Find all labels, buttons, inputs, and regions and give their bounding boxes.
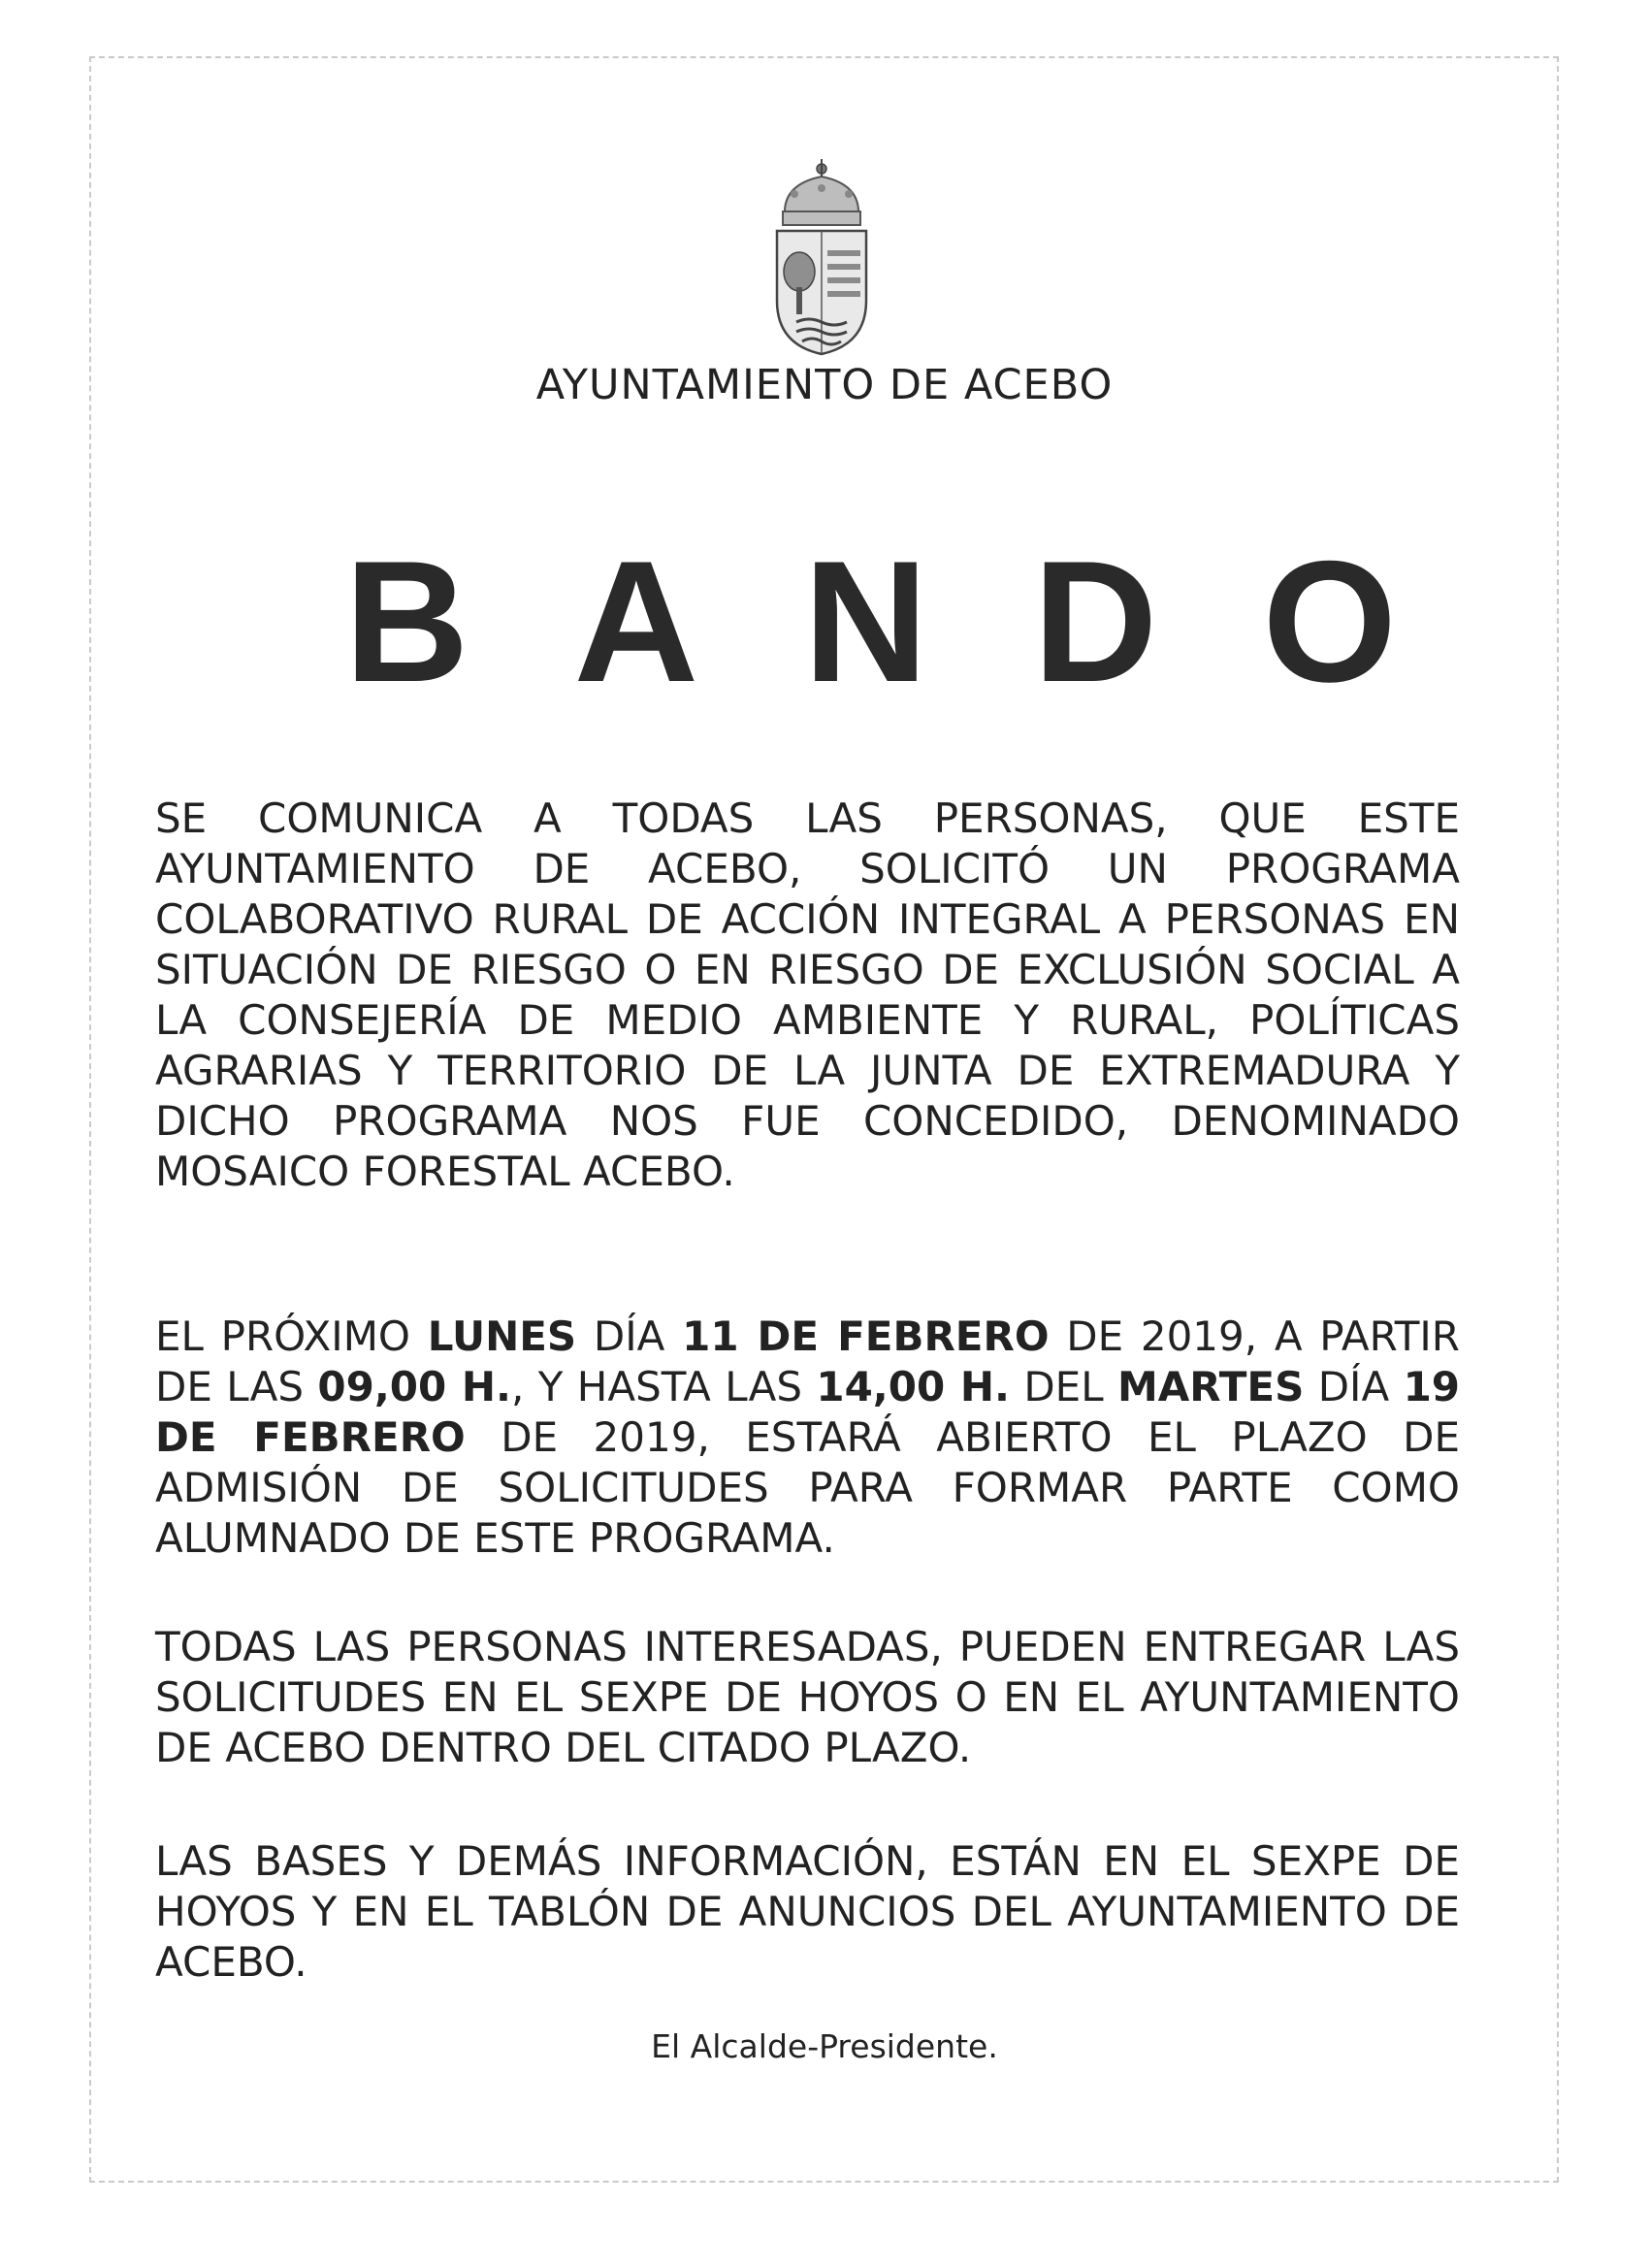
coat-of-arms-icon xyxy=(763,155,880,359)
council-name: AYUNTAMIENTO DE ACEBO xyxy=(535,361,1114,409)
bold-end-time: 14,00 H. xyxy=(816,1363,1010,1410)
bold-end-date: 19 DE FEBRERO xyxy=(155,1363,1461,1461)
title-letter: N xyxy=(803,524,928,718)
title-letter: O xyxy=(1262,524,1397,718)
submission-paragraph: TODAS LAS PERSONAS INTERESADAS, PUEDEN ENTREGAR LAS SOLICITUDES EN EL SEXPE DE HOYOS O EN EL AYUNTAMIENTO DE ACEBO DENTRO DEL CITADO PLAZO. xyxy=(155,1623,1460,1771)
signature: El Alcalde-Presidente. xyxy=(651,2027,998,2065)
bold-weekday: LUNES xyxy=(427,1312,577,1360)
text-run: DÍA xyxy=(576,1312,683,1360)
bold-start-date: 11 DE FEBRERO xyxy=(682,1312,1050,1360)
information-paragraph: LAS BASES Y DEMÁS INFORMACIÓN, ESTÁN EN EL SEXPE DE HOYOS Y EN EL TABLÓN DE ANUNCIOS DEL AYUNTAMIENTO DE ACEBO. xyxy=(155,1837,1460,1986)
title-letter: B xyxy=(344,524,469,718)
text-run: EL PRÓXIMO xyxy=(155,1312,428,1360)
bando-title xyxy=(344,524,1397,718)
title-letter: D xyxy=(1032,524,1158,718)
text-run: , Y HASTA LAS xyxy=(511,1363,817,1410)
text-run: DE 2019, ESTARÁ ABIERTO EL PLAZO DE ADMISIÓN DE SOLICITUDES PARA FORMAR PARTE COMO ALUMNADO DE ESTE PROGRAMA. xyxy=(155,1413,1460,1562)
bold-end-weekday: MARTES xyxy=(1117,1363,1305,1410)
announcement-paragraph: SE COMUNICA A TODAS LAS PERSONAS, QUE ESTE AYUNTAMIENTO DE ACEBO, SOLICITÓ UN PROGRAMA COLABORATIVO RURAL DE ACCIÓN INTEGRAL A PERSONAS EN SITUACIÓN DE RIESGO O EN RIESGO DE EXCLUSIÓN SOCIAL A LA CONSEJERÍA DE MEDIO AMBIENTE Y RURAL, POLÍTICAS AGRARIAS Y TERRITORIO DE LA JUNTA DE EXTREMADURA Y DICHO PROGRAMA NOS FUE CONCEDIDO, DENOMINADO MOSAICO FORESTAL ACEBO. xyxy=(155,794,1460,1195)
text-run: DÍA xyxy=(1304,1363,1404,1410)
text-run: DEL xyxy=(1009,1363,1117,1410)
text-run: DE 2019, A PARTIR DE LAS xyxy=(155,1312,1460,1410)
dates-paragraph xyxy=(155,1312,1460,1564)
title-letter: A xyxy=(573,524,699,718)
bold-start-time: 09,00 H. xyxy=(317,1363,511,1410)
